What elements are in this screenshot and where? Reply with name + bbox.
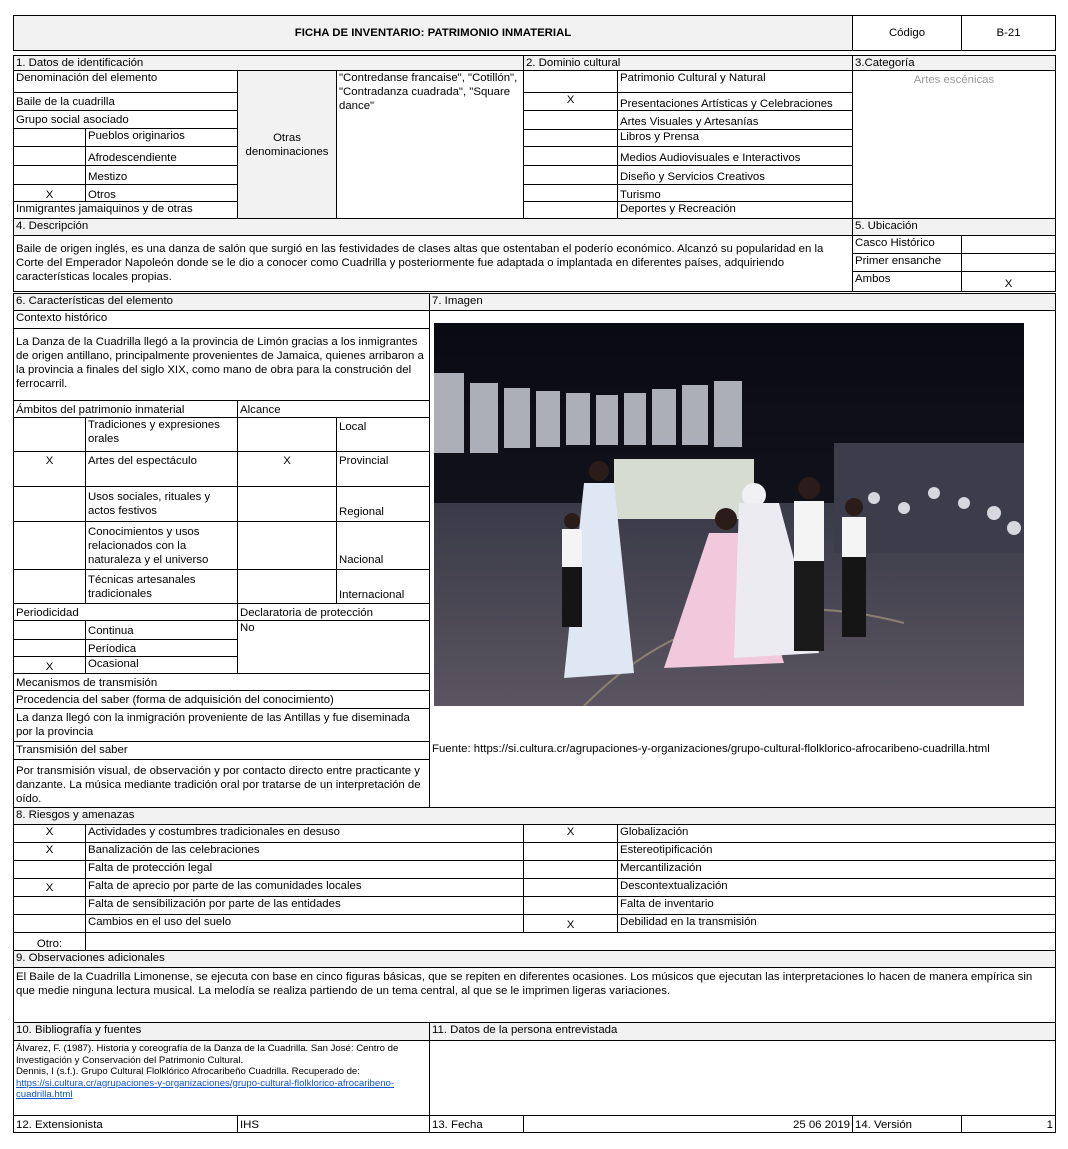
procedencia-label: Procedencia del saber (forma de adquisición del conocimiento)	[13, 690, 430, 709]
riesgo-item: Debilidad en la transmisión	[617, 914, 1056, 933]
otras-denominaciones-label: Otras denominaciones	[237, 70, 337, 219]
ambito-item: Conocimientos y usos relacionados con la naturaleza y el universo	[85, 521, 238, 570]
riesgo-mark: X	[523, 824, 618, 843]
riesgo-item: Falta de aprecio por parte de las comunidades locales	[85, 878, 524, 897]
grupo-mark: X	[13, 184, 86, 202]
ubicacion-label: Primer ensanche	[852, 253, 962, 272]
periodicidad-item: Ocasional	[85, 656, 238, 674]
dominio-item: Artes Visuales y Artesanías	[617, 110, 853, 130]
ambito-mark	[13, 521, 86, 570]
categoria-value: Artes escénicas	[852, 70, 1056, 219]
dominio-mark	[523, 70, 618, 93]
dominio-mark	[523, 129, 618, 147]
dominio-item: Patrimonio Cultural y Natural	[617, 70, 853, 93]
ambito-mark: X	[13, 451, 86, 487]
ubicacion-mark	[961, 253, 1056, 272]
periodicidad-item: Continua	[85, 620, 238, 640]
dominio-item: Presentaciones Artísticas y Celebraciones	[617, 92, 853, 111]
bibliografia-ref1: Álvarez, F. (1987). Historia y coreografía de la Danza de la Cuadrilla. San José: Centro de Investigación y Conservación del Patrimonio Cultural.	[16, 1043, 399, 1066]
ambito-mark	[13, 569, 86, 604]
riesgo-item: Descontextualización	[617, 878, 1056, 897]
alcance-mark	[237, 569, 337, 604]
grupo-label-item: Pueblos originarios	[85, 128, 238, 147]
form-title: FICHA DE INVENTARIO: PATRIMONIO INMATERIAL	[13, 15, 853, 51]
riesgo-mark	[13, 860, 86, 879]
riesgo-mark	[523, 878, 618, 897]
riesgo-mark: X	[13, 878, 86, 897]
ambito-mark	[13, 486, 86, 522]
ambito-item: Artes del espectáculo	[85, 451, 238, 487]
grupo-mark	[13, 128, 86, 147]
riesgo-mark: X	[523, 914, 618, 933]
ubicacion-mark: X	[961, 271, 1056, 292]
periodicidad-label: Periodicidad	[13, 603, 238, 621]
boy-left	[562, 513, 582, 627]
transmision-label: Transmisión del saber	[13, 741, 430, 760]
sec9-title: 9. Observaciones adicionales	[13, 950, 1056, 968]
alcance-item: Local	[336, 417, 430, 452]
ubicacion-label: Ambos	[852, 271, 962, 292]
extensionista-value: IHS	[237, 1115, 430, 1133]
alcance-item: Nacional	[336, 521, 430, 570]
grupo-label-item: Otros	[85, 184, 238, 202]
riesgo-mark: X	[13, 824, 86, 843]
bibliografia-link[interactable]: https://si.cultura.cr/agrupaciones-y-organizaciones/grupo-cultural-flolklorico-afrocaribeno-cuadrilla.html	[16, 1077, 395, 1100]
denominacion-label: Denominación del elemento	[13, 70, 238, 93]
riesgo-mark	[523, 842, 618, 861]
sec6-title: 6. Características del elemento	[13, 293, 430, 311]
version-value: 1	[961, 1115, 1056, 1133]
otro-value[interactable]	[85, 932, 1056, 951]
contexto-label: Contexto histórico	[13, 310, 430, 329]
riesgo-mark	[13, 914, 86, 933]
grupo-mark	[13, 146, 86, 166]
otras-denominaciones-value: "Contredanse francaise", "Cotillón", "Contradanza cuadrada", "Square dance"	[336, 70, 524, 219]
codigo-value: B-21	[961, 15, 1056, 51]
fecha-value: 25 06 2019	[523, 1115, 853, 1133]
dominio-item: Diseño y Servicios Creativos	[617, 165, 853, 185]
sec1-title: 1. Datos de identificación	[13, 55, 524, 71]
descripcion-text: Baile de origen inglés, es una danza de salón que surgió en las festividades de clases altas que ostentaban el poderío económico. Alcanzó su popularidad en la Corte del Emperador Napoleón donde se le dio a conocer como Cuadrilla y posteriormente fue adaptada o implantada en diferentes países, adquiriendo características locales propias.	[13, 235, 853, 292]
bibliografia-cell	[13, 1040, 430, 1116]
ubicacion-label: Casco Histórico	[852, 235, 962, 254]
otros-detalle: Inmigrantes jamaiquinos y de otras	[13, 201, 238, 219]
riesgo-item: Estereotipificación	[617, 842, 1056, 861]
dominio-item: Medios Audiovisuales e Interactivos	[617, 146, 853, 166]
denominacion-value: Baile de la cuadrilla	[13, 92, 238, 111]
periodicidad-mark: X	[13, 656, 86, 674]
riesgo-item: Globalización	[617, 824, 1056, 843]
riesgo-mark: X	[13, 842, 86, 861]
dominio-mark	[523, 201, 618, 219]
dominio-mark	[523, 146, 618, 166]
riesgo-item: Mercantilización	[617, 860, 1056, 879]
dance-photo	[434, 323, 1024, 706]
alcance-mark	[237, 417, 337, 452]
declaratoria-label: Declaratoria de protección	[237, 603, 430, 621]
dominio-mark: X	[523, 92, 618, 111]
dominio-mark	[523, 184, 618, 202]
sec5-title: 5. Ubicación	[852, 218, 1056, 236]
sec3-title: 3.Categoría	[852, 55, 1056, 71]
procedencia-text: La danza llegó con la inmigración proveniente de las Antillas y fue diseminada por la provincia	[13, 708, 430, 742]
alcance-label: Alcance	[237, 400, 430, 418]
grupo-label-item: Mestizo	[85, 165, 238, 185]
ambito-item: Usos sociales, rituales y actos festivos	[85, 486, 238, 522]
ambito-mark	[13, 417, 86, 452]
ambito-item: Tradiciones y expresiones orales	[85, 417, 238, 452]
sec8-title: 8. Riesgos y amenazas	[13, 807, 1056, 825]
grupo-label-item: Afrodescendiente	[85, 146, 238, 166]
dominio-item: Turismo	[617, 184, 853, 202]
codigo-label: Código	[852, 15, 962, 51]
alcance-mark	[237, 521, 337, 570]
alcance-item: Internacional	[336, 569, 430, 604]
riesgo-item: Banalización de las celebraciones	[85, 842, 524, 861]
alcance-mark: X	[237, 451, 337, 487]
contexto-text: La Danza de la Cuadrilla llegó a la provincia de Limón gracias a los inmigrantes de origen antillano, principalmente provenientes de Jamaica, quienes arribaron a la provincia a finales del siglo XIX, como mano de obra para la construción del ferrocarril.	[13, 328, 430, 401]
periodicidad-item: Períodica	[85, 639, 238, 657]
declaratoria-value: No	[237, 620, 430, 674]
dominio-mark	[523, 165, 618, 185]
riesgo-item: Falta de protección legal	[85, 860, 524, 879]
sec10-title: 10. Bibliografía y fuentes	[13, 1022, 430, 1041]
riesgo-item: Falta de inventario	[617, 896, 1056, 915]
bibliografia-ref2: Dennis, I (s.f.). Grupo Cultural Flolklórico Afrocaribeño Cuadrilla. Recuperado de:	[16, 1066, 360, 1077]
version-label: 14. Versión	[852, 1115, 962, 1133]
extensionista-label: 12. Extensionista	[13, 1115, 238, 1133]
entrevistada-value	[429, 1040, 1056, 1116]
periodicidad-mark	[13, 639, 86, 657]
riesgo-item: Actividades y costumbres tradicionales en desuso	[85, 824, 524, 843]
grupo-mark	[13, 165, 86, 185]
dominio-mark	[523, 110, 618, 130]
otro-label: Otro:	[13, 932, 86, 951]
riesgo-mark	[523, 896, 618, 915]
sec2-title: 2. Dominio cultural	[523, 55, 853, 71]
dominio-item: Deportes y Recreación	[617, 201, 853, 219]
alcance-mark	[237, 486, 337, 522]
transmision-text: Por transmisión visual, de observación y por contacto directo entre practicante y danzante. La música mediante tradición oral por tratarse de un interpretación de oído.	[13, 759, 430, 808]
ubicacion-mark	[961, 235, 1056, 254]
ambito-item: Técnicas artesanales tradicionales	[85, 569, 238, 604]
alcance-item: Regional	[336, 486, 430, 522]
riesgo-mark	[13, 896, 86, 915]
boy-right	[842, 498, 866, 637]
observaciones-text: El Baile de la Cuadrilla Limonense, se ejecuta con base en cinco figuras básicas, que se repiten en diferentes ocasiones. Los músicos que ejecutan las interpretaciones lo hacen de manera empírica sin que medie ninguna lectura musical. La melodía se realiza partiendo de un tema central, al que se le imprimen ligeras variaciones.	[13, 967, 1056, 1023]
alcance-item: Provincial	[336, 451, 430, 487]
periodicidad-mark	[13, 620, 86, 640]
riesgo-item: Cambios en el uso del suelo	[85, 914, 524, 933]
sec7-title: 7. Imagen	[429, 293, 1056, 311]
riesgo-item: Falta de sensibilización por parte de las entidades	[85, 896, 524, 915]
riesgo-mark	[523, 860, 618, 879]
sec4-title: 4. Descripción	[13, 218, 853, 236]
fecha-label: 13. Fecha	[429, 1115, 524, 1133]
mecanismos-label: Mecanismos de transmisión	[13, 673, 430, 691]
man-dancer	[794, 477, 824, 651]
image-source: Fuente: https://si.cultura.cr/agrupaciones-y-organizaciones/grupo-cultural-flolklorico-afrocaribeno-cuadrilla.html	[432, 743, 990, 755]
ambitos-label: Ámbitos del patrimonio inmaterial	[13, 400, 238, 418]
grupo-label: Grupo social asociado	[13, 110, 238, 129]
sec11-title: 11. Datos de la persona entrevistada	[429, 1022, 1056, 1041]
dominio-item: Libros y Prensa	[617, 129, 853, 147]
